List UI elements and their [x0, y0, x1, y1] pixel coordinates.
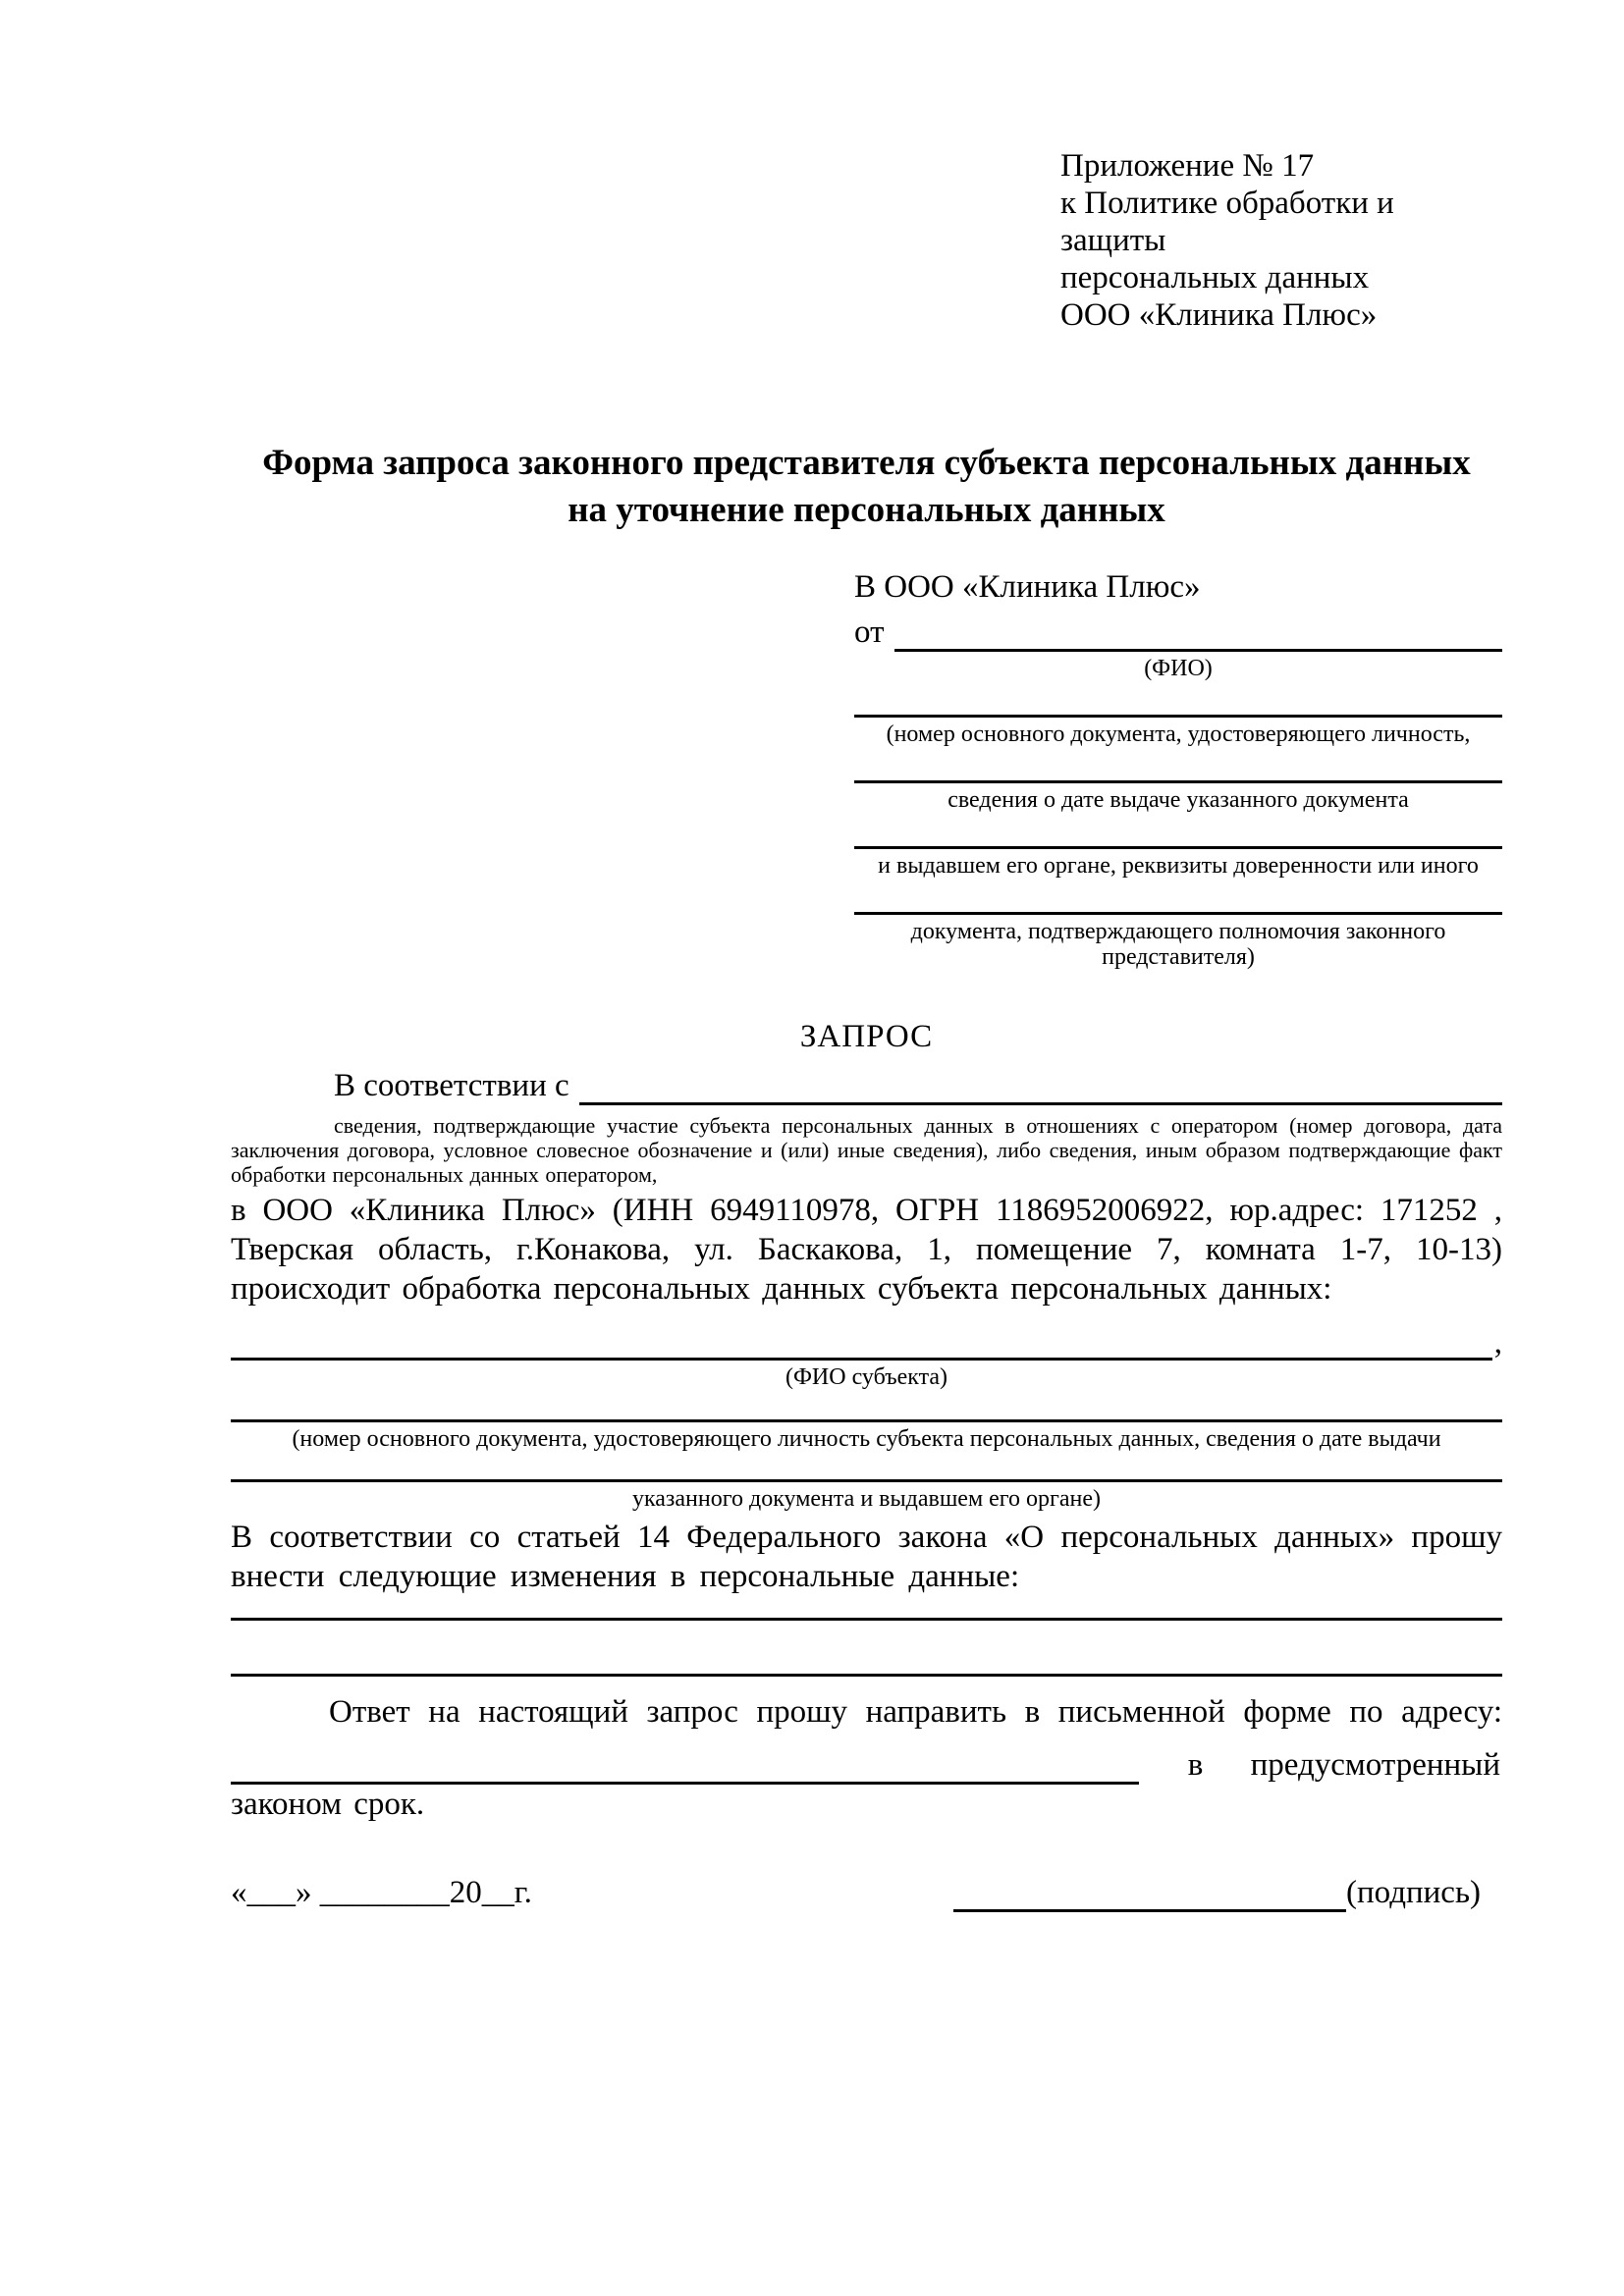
page-title-line1: Форма запроса законного представителя субъекта персональных данных	[262, 443, 1471, 483]
subject-fio-blank-line	[231, 1322, 1492, 1361]
subject-doc-caption-2: указанного документа и выдавшем его органе)	[631, 1486, 1102, 1512]
field-caption: документа, подтверждающего полномочия законного представителя)	[910, 919, 1446, 970]
fio-caption: (ФИО)	[1144, 656, 1213, 681]
accordance-blank-line	[579, 1066, 1502, 1105]
page-title	[231, 440, 1502, 534]
representative-doc-field	[854, 846, 1502, 879]
changes-blank-line	[231, 1674, 1502, 1677]
blank-field-line	[854, 715, 1502, 718]
subject-doc-blank-line	[231, 1419, 1502, 1422]
closing-text: законом срок.	[231, 1787, 425, 1822]
reply-address-blank-line	[231, 1746, 1139, 1785]
date-line: «___» ________20__г.	[231, 1875, 532, 1910]
field-caption: (номер основного документа, удостоверяющего личность,	[886, 721, 1471, 747]
trailing-comma: ,	[1493, 1325, 1502, 1361]
representative-doc-field	[854, 715, 1502, 747]
accordance-label: В соответствии с	[334, 1068, 569, 1103]
footnote-text: сведения, подтверждающие участие субъекта персональных данных в отношениях с оператором (номер договора, дата заключения договора, условное словесное обозначение и (или) иные сведения), либо сведения, иным образом подтверждающие факт обработки персональных данных оператором,	[231, 1113, 1502, 1187]
subject-doc-blank-line	[231, 1479, 1502, 1482]
request-heading: ЗАПРОС	[799, 1019, 934, 1054]
from-row	[854, 613, 1502, 652]
reply-line-tail: в предусмотренный	[1187, 1747, 1500, 1783]
from-value-line	[894, 613, 1503, 652]
page-title-line2: на уточнение персональных данных	[568, 490, 1165, 530]
law-paragraph: В соответствии со статьей 14 Федерального закона «О персональных данных» прошу внести следующие изменения в персональные данные:	[231, 1520, 1502, 1594]
field-caption: и выдавшем его органе, реквизиты доверенности или иного	[878, 853, 1479, 879]
representative-doc-field	[854, 912, 1502, 970]
subject-fio-row	[231, 1322, 1502, 1361]
appendix-block	[1060, 147, 1502, 334]
appendix-line: персональных данных	[1060, 260, 1370, 295]
reply-paragraph: Ответ на настоящий запрос прошу направить в письменной форме по адресу:	[329, 1694, 1502, 1730]
reply-address-row	[231, 1745, 1502, 1785]
blank-field-line	[854, 912, 1502, 915]
addressee-to: В ООО «Клиника Плюс»	[854, 569, 1201, 605]
changes-blank-line	[231, 1618, 1502, 1621]
field-caption: сведения о дате выдаче указанного документа	[947, 787, 1409, 813]
appendix-line: ООО «Клиника Плюс»	[1060, 297, 1378, 333]
blank-field-line	[854, 780, 1502, 783]
appendix-line: к Политике обработки и защиты	[1060, 186, 1394, 258]
addressee-block	[854, 567, 1502, 970]
operator-paragraph: в ООО «Клиника Плюс» (ИНН 6949110978, ОГРН 1186952006922, юр.адрес: 171252 , Тверская область, г.Конакова, ул. Баскакова, 1, помещение 7, комната 1-7, 10-13) происходит обработка персональных данных субъекта персональных данных:	[231, 1193, 1502, 1307]
appendix-line: Приложение № 17	[1060, 148, 1315, 184]
subject-fio-caption: (ФИО субъекта)	[785, 1364, 948, 1390]
signature-line	[953, 1874, 1346, 1912]
representative-doc-field	[854, 780, 1502, 813]
signature-caption: (подпись)	[1346, 1875, 1481, 1910]
signature-block	[953, 1873, 1481, 1912]
blank-field-line	[854, 846, 1502, 849]
subject-doc-caption-1: (номер основного документа, удостоверяющего личность субъекта персональных данных, сведения о дате выдачи	[292, 1426, 1441, 1452]
accordance-row	[231, 1066, 1502, 1105]
from-label: от	[854, 614, 885, 650]
date-signature-row	[231, 1873, 1502, 1912]
